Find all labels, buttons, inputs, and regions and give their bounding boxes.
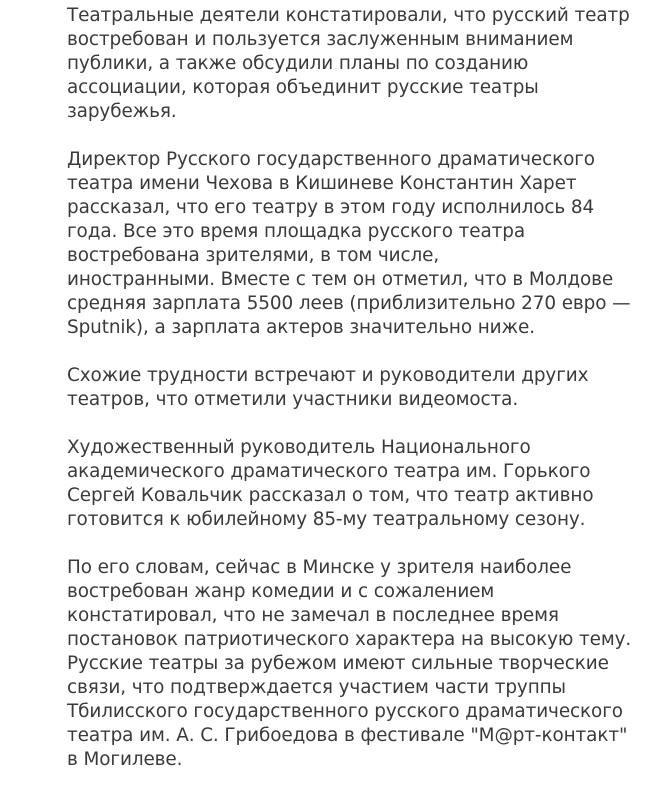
text-line: готовится к юбилейному 85-му театральному сезону. bbox=[67, 509, 586, 530]
text-line: академического драматического театра им. Горького bbox=[67, 461, 591, 482]
paragraph-1 bbox=[67, 4, 652, 124]
text-line: театров, что отметили участники видеомоста. bbox=[67, 389, 519, 410]
text-line: востребована зрителями, в том числе, bbox=[67, 245, 440, 266]
paragraph-2 bbox=[67, 148, 652, 340]
text-line: постановок патриотического характера на высокую тему. bbox=[67, 629, 632, 650]
text-line: связи, что подтверждается участием части труппы bbox=[67, 677, 566, 698]
text-line: в Могилеве. bbox=[67, 749, 183, 770]
text-line: театра имени Чехова в Кишиневе Константин Харет bbox=[67, 173, 577, 194]
text-line: Художественный руководитель Национального bbox=[67, 437, 531, 458]
text-line: По его словам, сейчас в Минске у зрителя наиболее bbox=[67, 557, 572, 578]
text-line: Тбилисского государственного русского драматического bbox=[67, 701, 623, 722]
text-line: Директор Русского государственного драматического bbox=[67, 149, 595, 170]
text-line: Sputnik), а зарплата актеров значительно ниже. bbox=[67, 317, 535, 338]
text-line: констатировал, что не замечал в последнее время bbox=[67, 605, 559, 626]
text-line: средняя зарплата 5500 леев (приблизительно 270 евро — bbox=[67, 293, 631, 314]
paragraph-5 bbox=[67, 556, 652, 772]
paragraph-4 bbox=[67, 436, 652, 532]
text-line: рассказал, что его театру в этом году исполнилось 84 bbox=[67, 197, 595, 218]
text-line: года. Все это время площадка русского театра bbox=[67, 221, 526, 242]
text-line: театра им. А. С. Грибоедова в фестивале "М@рт-контакт" bbox=[67, 725, 628, 746]
text-line: востребован и пользуется заслуженным вниманием bbox=[67, 29, 574, 50]
text-line: Схожие трудности встречают и руководители других bbox=[67, 365, 589, 386]
text-line: зарубежья. bbox=[67, 101, 177, 122]
text-line: Театральные деятели констатировали, что русский театр bbox=[67, 5, 630, 26]
text-line: востребован жанр комедии и с сожалением bbox=[67, 581, 495, 602]
text-line: Сергей Ковальчик рассказал о том, что театр активно bbox=[67, 485, 594, 506]
text-line: иностранными. Вместе с тем он отметил, что в Молдове bbox=[67, 269, 614, 290]
text-line: Русские театры за рубежом имеют сильные творческие bbox=[67, 653, 609, 674]
text-line: ассоциации, которая объединит русские театры bbox=[67, 77, 539, 98]
text-line: публики, а также обсудили планы по созданию bbox=[67, 53, 529, 74]
paragraph-3 bbox=[67, 364, 652, 412]
